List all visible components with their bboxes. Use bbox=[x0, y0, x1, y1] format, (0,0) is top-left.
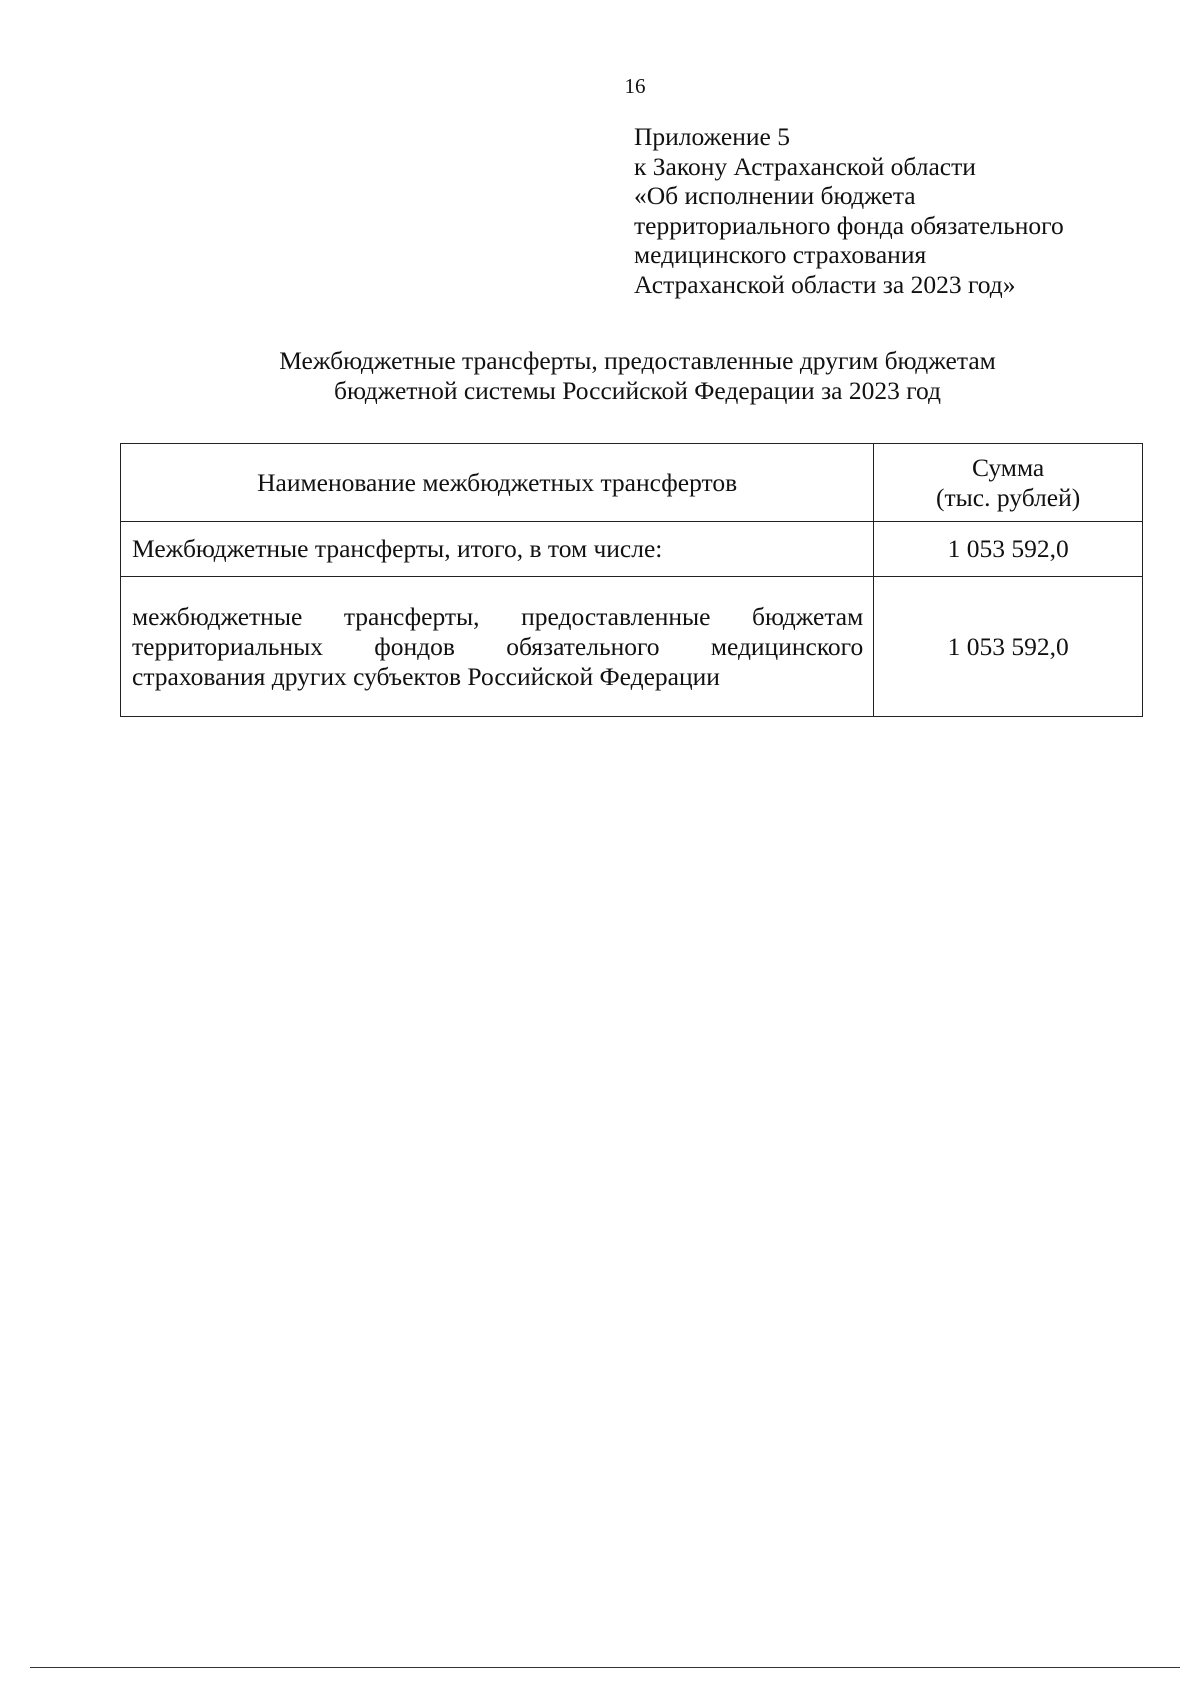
table-header-row bbox=[121, 444, 1143, 522]
transfer-name-cell: межбюджетные трансферты, предоставленные бюджетам территориальных фондов обязательного медицинского страхования других субъектов Российской Федерации bbox=[121, 577, 874, 717]
page-number: 16 bbox=[624, 74, 646, 98]
sum-header-unit: (тыс. рублей) bbox=[936, 482, 1081, 512]
title-line: Межбюджетные трансферты, предоставленные другим бюджетам bbox=[279, 346, 996, 375]
appendix-line: медицинского страхования bbox=[634, 240, 927, 269]
bottom-divider bbox=[30, 1667, 1180, 1668]
name-column-header: Наименование межбюджетных трансфертов bbox=[121, 444, 874, 522]
appendix-line: «Об исполнении бюджета bbox=[634, 181, 916, 210]
transfers-table bbox=[120, 443, 1143, 717]
appendix-line: Астраханской области за 2023 год» bbox=[634, 269, 1016, 299]
transfer-amount-cell: 1 053 592,0 bbox=[874, 577, 1143, 717]
sum-column-header bbox=[874, 444, 1143, 522]
transfer-name-cell: Межбюджетные трансферты, итого, в том числе: bbox=[121, 522, 874, 577]
table-row bbox=[121, 577, 1143, 717]
document-title bbox=[120, 346, 1155, 406]
appendix-block bbox=[634, 122, 1154, 299]
table-row bbox=[121, 522, 1143, 577]
appendix-line: Приложение 5 bbox=[634, 122, 790, 151]
appendix-line: территориального фонда обязательного bbox=[634, 210, 1064, 240]
title-line: бюджетной системы Российской Федерации за 2023 год bbox=[333, 376, 942, 405]
sum-header-line: Сумма bbox=[972, 452, 1045, 482]
appendix-line: к Закону Астраханской области bbox=[634, 151, 976, 181]
transfer-amount-cell: 1 053 592,0 bbox=[874, 522, 1143, 577]
